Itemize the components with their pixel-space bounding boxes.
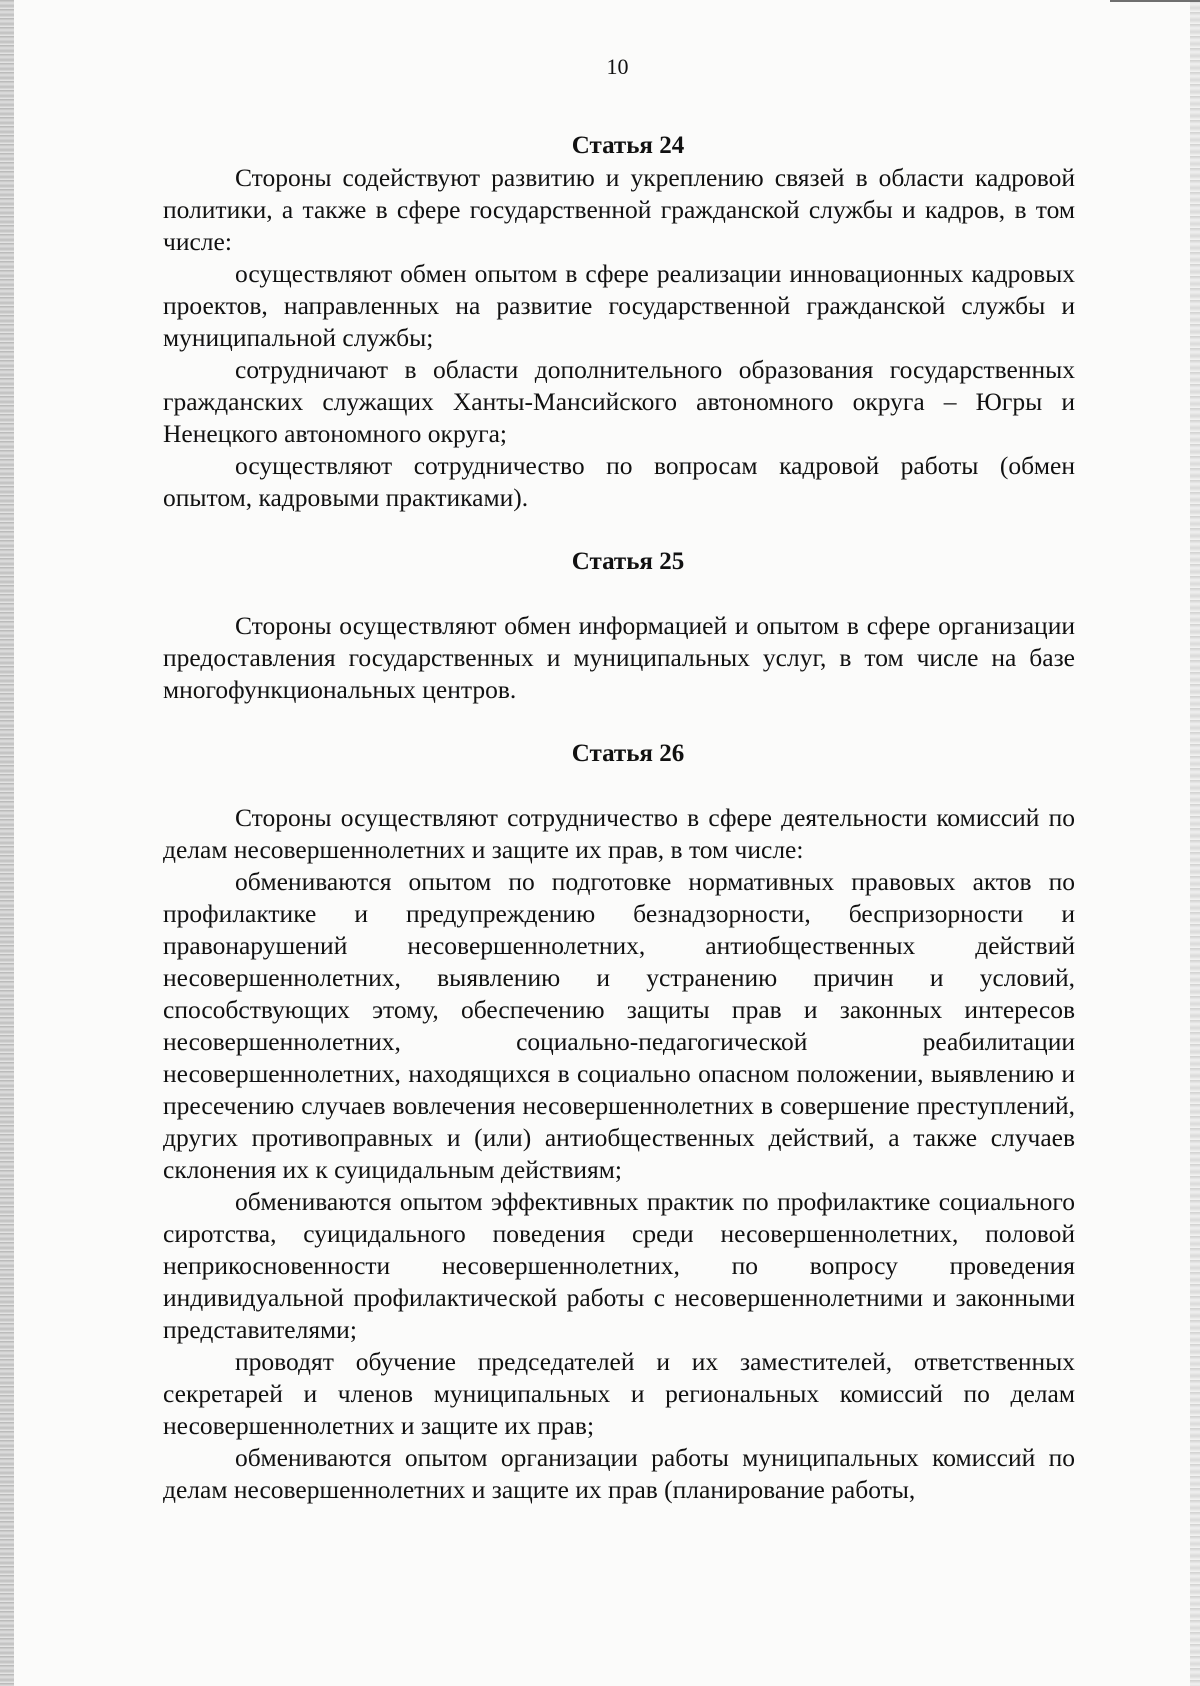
scan-line-top bbox=[1110, 0, 1200, 2]
article-paragraph: осуществляют обмен опытом в сфере реализации инновационных кадровых проектов, направленных на развитие государственной гражданской службы и муниципальной службы; bbox=[163, 259, 1075, 352]
article-paragraph: обмениваются опытом организации работы муниципальных комиссий по делам несовершеннолетних и защите их прав (планирование работы, bbox=[163, 1443, 1075, 1504]
scan-edge-left bbox=[0, 0, 14, 1686]
document-body bbox=[163, 130, 1075, 1506]
article-heading: Статья 26 bbox=[571, 740, 685, 767]
article-heading: Статья 24 bbox=[571, 132, 685, 159]
article-heading: Статья 25 bbox=[571, 548, 685, 575]
article-paragraph: сотрудничают в области дополнительного образования государственных гражданских служащих Ханты-Мансийского автономного округа – Югры и Ненецкого автономного округа; bbox=[163, 355, 1075, 448]
article-paragraph: обмениваются опытом по подготовке нормативных правовых актов по профилактике и предупреждению безнадзорности, беспризорности и правонарушений несовершеннолетних, антиобщественных действий несовершеннолетних, выявлению и устранению причин и условий, способствующих этому, обеспечению защиты прав и законных интересов несовершеннолетних, социально-педагогической реабилитации несовершеннолетних, находящихся в социально опасном положении, выявлению и пресечению случаев вовлечения несовершеннолетних в совершение преступлений, других противоправных и (или) антиобщественных действий, а также случаев склонения их к суицидальным действиям; bbox=[163, 867, 1075, 1184]
article-paragraph: проводят обучение председателей и их заместителей, ответственных секретарей и членов муниципальных и региональных комиссий по делам несовершеннолетних и защите их прав; bbox=[163, 1347, 1075, 1440]
article-paragraph: Стороны осуществляют сотрудничество в сфере деятельности комиссий по делам несовершеннолетних и защите их прав, в том числе: bbox=[163, 803, 1075, 864]
article-24 bbox=[163, 130, 1075, 514]
article-paragraph: Стороны содействуют развитию и укреплению связей в области кадровой политики, а также в сфере государственной гражданской службы и кадров, в том числе: bbox=[163, 163, 1075, 256]
article-paragraph: Стороны осуществляют обмен информацией и опытом в сфере организации предоставления государственных и муниципальных услуг, в том числе на базе многофункциональных центров. bbox=[163, 611, 1075, 704]
heading-spacer bbox=[163, 770, 1075, 802]
article-26 bbox=[163, 738, 1075, 1506]
heading-spacer bbox=[163, 578, 1075, 610]
section-spacer bbox=[163, 706, 1075, 738]
scan-edge-right bbox=[1190, 0, 1200, 1686]
article-25 bbox=[163, 546, 1075, 706]
article-paragraph: обмениваются опытом эффективных практик по профилактике социального сиротства, суицидального поведения среди несовершеннолетних, половой неприкосновенности несовершеннолетних, по вопросу проведения индивидуальной профилактической работы с несовершеннолетними и законными представителями; bbox=[163, 1187, 1075, 1344]
section-spacer bbox=[163, 514, 1075, 546]
page-number: 10 bbox=[606, 54, 629, 79]
article-paragraph: осуществляют сотрудничество по вопросам кадровой работы (обмен опытом, кадровыми практиками). bbox=[163, 451, 1075, 512]
